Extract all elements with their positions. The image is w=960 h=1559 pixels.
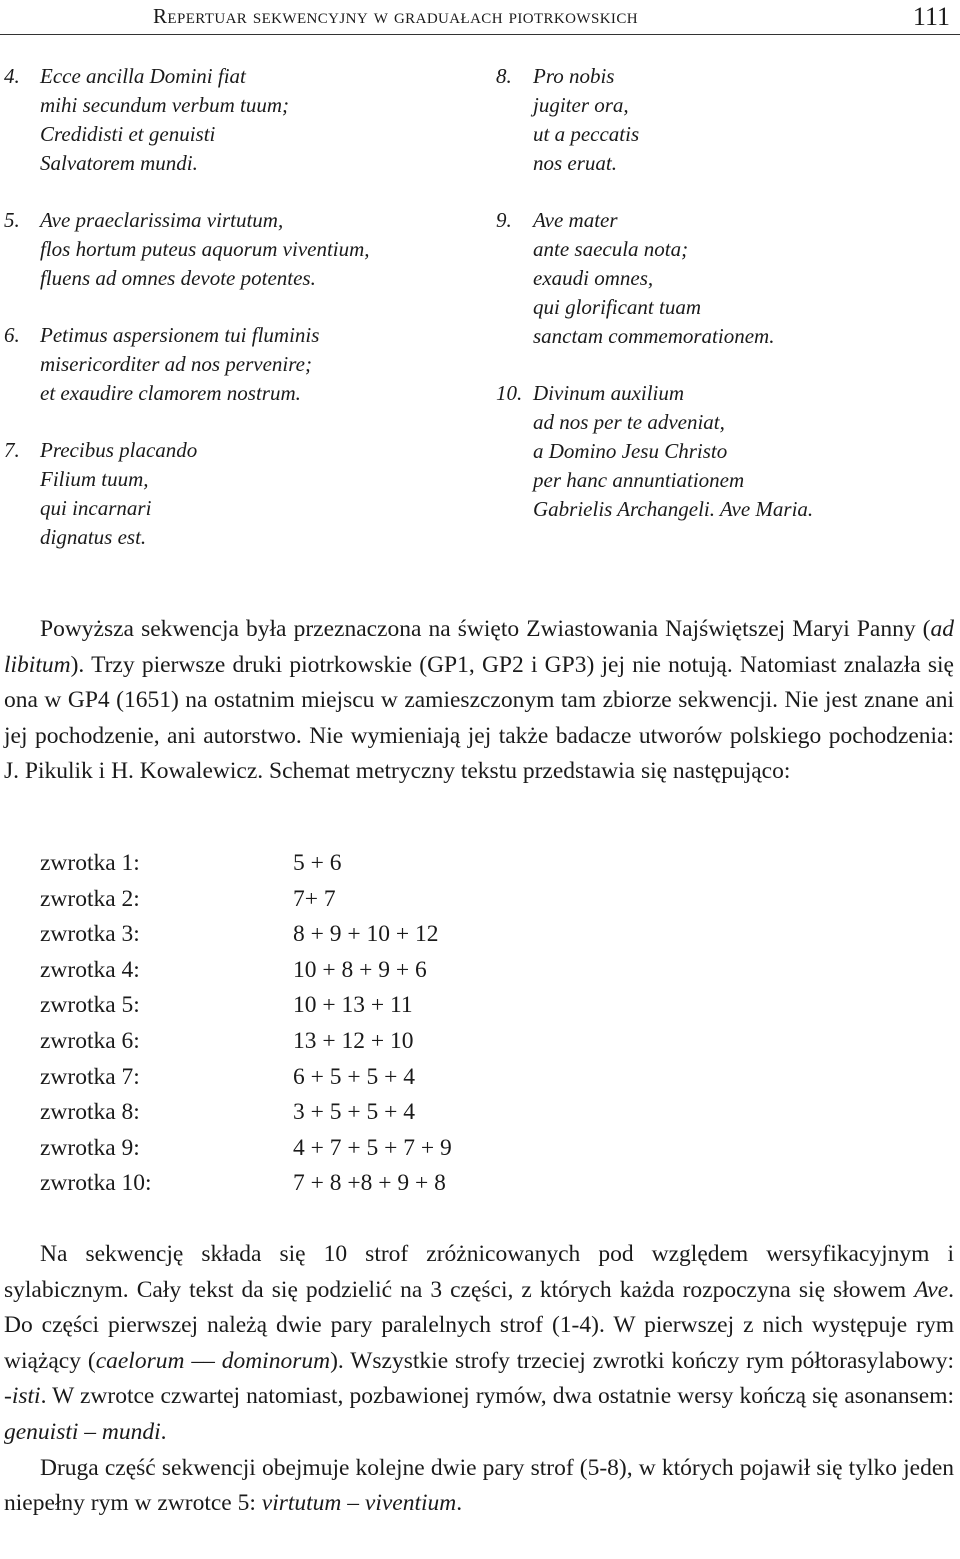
verse-line: exaudi omnes, [533, 266, 654, 290]
syllable-count: 7+ 7 [293, 885, 336, 912]
paragraph [4, 612, 954, 790]
commentary-paragraph-1 [4, 612, 954, 790]
paragraph-text: . W zwrotce czwartej natomiast, pozbawionej rymów, dwa ostatnie wersy kończą się asonansem: [40, 1383, 954, 1410]
verse-line: Ave praeclarissima virtutum, [40, 208, 284, 232]
syllable-count: 4 + 7 + 5 + 7 + 9 [293, 1134, 452, 1161]
syllable-count: 8 + 9 + 10 + 12 [293, 921, 439, 948]
syllable-count: 10 + 13 + 11 [293, 992, 413, 1019]
stanza-label: zwrotka 10: [40, 1170, 152, 1197]
paragraph [4, 1451, 954, 1522]
paragraph-text: Druga część sekwencji obejmuje kolejne dwie pary strof (5-8), w których pojawił się tylko jeden niepełny rym w zwrotce 5: [4, 1454, 954, 1517]
verse-line: per hanc annuntiationem [533, 468, 745, 492]
stanza-label: zwrotka 3: [40, 921, 140, 948]
verse-line: fluens ad omnes devote potentes. [40, 266, 316, 290]
verse-line: ut a peccatis [533, 122, 640, 146]
syllable-count: 3 + 5 + 5 + 4 [293, 1099, 416, 1126]
verse-line: Ave mater [533, 208, 618, 232]
paragraph-text: . [160, 1418, 167, 1445]
stanza-lines [40, 62, 470, 178]
stanza-lines [40, 436, 470, 552]
verse-line: Credidisti et genuisti [40, 122, 216, 146]
paragraph-text: ). Trzy pierwsze druki piotrkowskie (GP1, GP2 i GP3) jej nie notują. Natomiast znalazła się ona w GP4 (1651) na ostatnim miejscu w zamieszczonym tam zbiorze sekwencji. Nie jest znane ani jej pochodzenie, ani autorstwo. Nie wymieniają jej także badacze utworów polskiego pochodzenia: J. Pikulik i H. Kowalewicz. Schemat metryczny tekstu przedstawia się następująco: [4, 651, 954, 785]
stanza-number: 4. [4, 64, 20, 88]
paragraph-emphasis: caelorum –– dominorum [95, 1347, 331, 1374]
stanza [0, 206, 470, 293]
stanza [0, 436, 470, 552]
stanza [0, 321, 470, 408]
stanza-number: 9. [496, 208, 512, 232]
verse-line: jugiter ora, [533, 93, 629, 117]
scheme-row [40, 1166, 540, 1202]
stanza [490, 62, 950, 178]
verse-line: dignatus est. [40, 525, 147, 549]
scheme-row [40, 1131, 540, 1167]
verse-line: qui glorificant tuam [533, 295, 701, 319]
syllable-count: 7 + 8 +8 + 9 + 8 [293, 1170, 446, 1197]
scheme-row [40, 846, 540, 882]
stanza-lines [533, 62, 950, 178]
page-number: 111 [912, 2, 950, 31]
header-rule [0, 34, 960, 35]
stanza-number: 7. [4, 438, 20, 462]
verse-line: Salvatorem mundi. [40, 151, 198, 175]
syllable-count: 6 + 5 + 5 + 4 [293, 1063, 416, 1090]
stanza-label: zwrotka 2: [40, 885, 140, 912]
stanza-label: zwrotka 7: [40, 1063, 140, 1090]
commentary-paragraph-2 [4, 1237, 954, 1522]
verse-line: et exaudire clamorem nostrum. [40, 381, 301, 405]
stanza-label: zwrotka 4: [40, 956, 140, 983]
paragraph-text: . [456, 1490, 463, 1517]
verse-line: Petimus aspersionem tui fluminis [40, 323, 320, 347]
scheme-row [40, 917, 540, 953]
syllable-count: 5 + 6 [293, 850, 342, 876]
stanza-number: 8. [496, 64, 512, 88]
paragraph-text: Na sekwencję składa się 10 strof zróżnicowanych pod względem wersyfikacyjnym i sylabicznym. Cały tekst da się podzielić na 3 części, z których każda rozpoczyna się słowem [4, 1241, 954, 1303]
paragraph-emphasis: Ave [914, 1276, 949, 1303]
verse-line: Divinum auxilium [533, 381, 685, 405]
stanza-label: zwrotka 9: [40, 1134, 140, 1161]
verse-line: Precibus placando [40, 438, 198, 462]
paragraph-text: Powyższa sekwencja była przeznaczona na święto Zwiastowania Najświętszej Maryi Panny ( [40, 616, 931, 642]
paragraph-emphasis: virtutum – viventium [261, 1490, 457, 1517]
verse-line: ad nos per te adveniat, [533, 410, 725, 434]
verse-line: a Domino Jesu Christo [533, 439, 728, 463]
stanza-label: zwrotka 1: [40, 850, 140, 876]
verse-line: sanctam commemorationem. [533, 324, 775, 348]
stanzas-right-column [490, 62, 950, 552]
stanza-label: zwrotka 8: [40, 1099, 140, 1126]
verse-line: qui incarnari [40, 496, 152, 520]
stanzas-left-column [0, 62, 470, 580]
paragraph-text: ). Wszystkie strofy trzeciej zwrotki kończy rym półtorasylabowy: [330, 1347, 955, 1374]
verse-line: mihi secundum verbum tuum; [40, 93, 290, 117]
stanza-label: zwrotka 6: [40, 1027, 140, 1054]
stanza-number: 10. [496, 381, 523, 405]
verse-line: Ecce ancilla Domini fiat [40, 64, 246, 88]
verse-line: Filium tuum, [40, 467, 149, 491]
scheme-row [40, 882, 540, 918]
stanza-label: zwrotka 5: [40, 992, 140, 1019]
metric-scheme [40, 846, 540, 1202]
verse-line: nos eruat. [533, 151, 617, 175]
stanza-lines [533, 206, 950, 351]
syllable-count: 10 + 8 + 9 + 6 [293, 956, 427, 983]
paragraph-emphasis: ad libitum [4, 616, 954, 678]
syllable-count: 13 + 12 + 10 [293, 1027, 414, 1054]
verse-line: misericorditer ad nos pervenire; [40, 352, 312, 376]
paragraph-emphasis: genuisti – mundi [4, 1418, 161, 1445]
running-title: Repertuar sekwencyjny w graduałach piotrkowskich [153, 4, 638, 28]
verse-line: Pro nobis [533, 64, 615, 88]
paragraph [4, 1237, 954, 1451]
sequence-stanzas [0, 62, 960, 562]
scheme-row [40, 988, 540, 1024]
verse-line: Gabrielis Archangeli. Ave Maria. [533, 497, 814, 521]
verse-line: flos hortum puteus aquorum viventium, [40, 237, 370, 261]
verse-line: ante saecula nota; [533, 237, 689, 261]
paragraph-text: . Do części pierwszej należą dwie pary paralelnych strof (1-4). W pierwszej z nich występuje rym wiążący ( [4, 1276, 954, 1374]
stanza-number: 5. [4, 208, 20, 232]
scheme-row [40, 1060, 540, 1096]
stanza-lines [533, 379, 950, 524]
stanza-lines [40, 206, 470, 293]
scheme-row [40, 953, 540, 989]
stanza-number: 6. [4, 323, 20, 347]
stanza [490, 206, 950, 351]
scheme-row [40, 1024, 540, 1060]
running-header [0, 0, 960, 40]
stanza [490, 379, 950, 524]
scheme-row [40, 1095, 540, 1131]
paragraph-emphasis: -isti [4, 1383, 41, 1410]
stanza [0, 62, 470, 178]
stanza-lines [40, 321, 470, 408]
